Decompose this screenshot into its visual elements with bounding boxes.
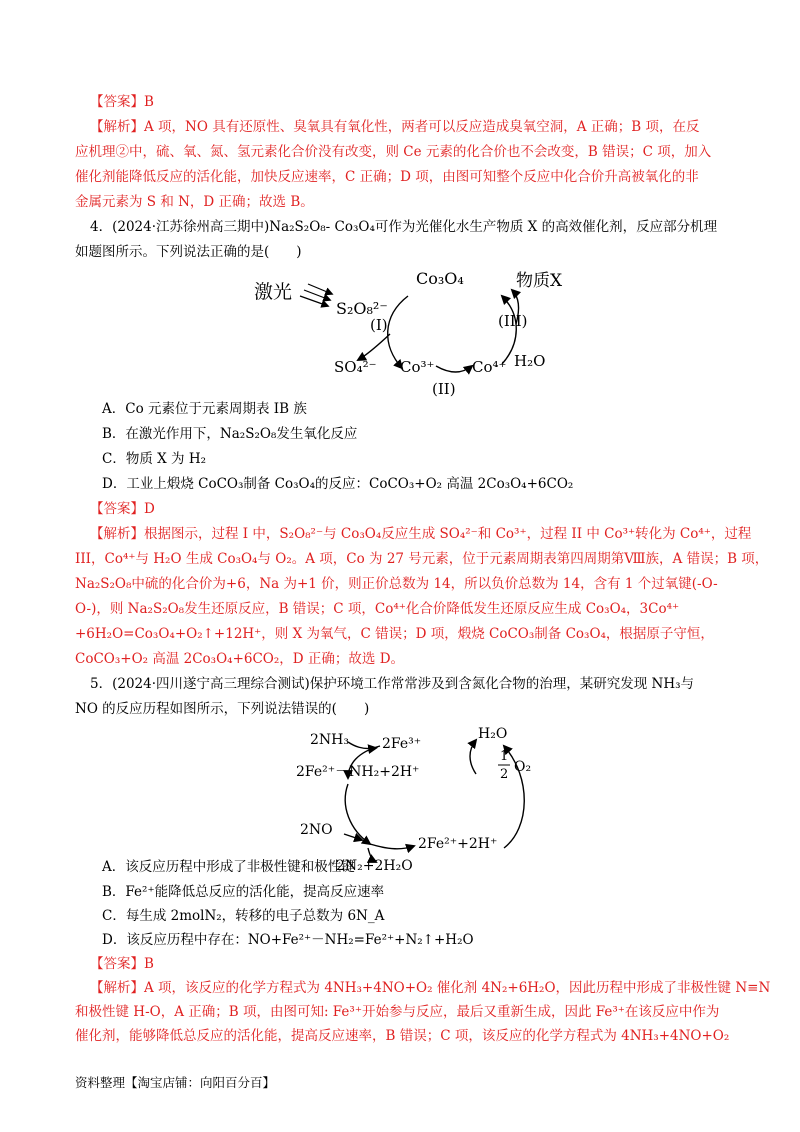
q5-analysis-line: 【解析】A 项，该反应的化学方程式为 4NH₃+4NO+O₂ 催化剂 4N₂+6H₂O，因此历程中形成了非极性键 N≡N (90, 980, 771, 996)
nh3-entry-arrow (348, 742, 376, 749)
co3-to-co4-arrow (436, 366, 472, 372)
q5-option-a: A．该反应历程中形成了非极性键和极性键 (102, 859, 355, 875)
half-numerator: 1 (500, 749, 509, 764)
q5-stem-line: NO 的反应历程如图所示，下列说法错误的( ) (75, 701, 370, 717)
complex-label: 2Fe²⁺－NH₂+2H⁺ (296, 764, 420, 780)
q3-analysis-line: 金属元素为 S 和 N，D 正确；故选 B。 (75, 194, 314, 210)
step-2-label: (II) (432, 380, 456, 398)
q5-answer: 【答案】B (90, 956, 154, 972)
h2o-exit-arrow (470, 740, 476, 774)
q4-analysis-line: Na₂S₂O₈中硫的化合价为+6，Na 为+1 价，则正价总数为 14，所以负价总数为 14，含有 1 个过氧键(-O- (75, 576, 718, 592)
n2h2o-label: 2N₂+2H₂O (336, 858, 413, 872)
cycle-arrow-left-branch (358, 334, 390, 360)
q3-analysis-line: 【解析】A 项，NO 具有还原性、臭氧具有氧化性，两者可以反应造成臭氧空洞，A 正确；B 项，在反 (90, 119, 700, 135)
q4-option-c: C．物质 X 为 H₂ (102, 451, 206, 467)
q5-option-b: B．Fe²⁺能降低总反应的活化能，提高反应速率 (102, 884, 385, 900)
q4-analysis-line: +6H₂O=Co₃O₄+O₂↑+12H⁺，则 X 为氧气，C 错误；D 项，煅烧 CoCO₃制备 Co₃O₄，根据原子守恒， (75, 626, 714, 642)
q5-mechanism-diagram (290, 722, 570, 872)
q4-analysis-line: O-)，则 Na₂S₂O₈发生还原反应，B 错误；C 项，Co⁴⁺化合价降低发生还原反应生成 Co₃O₄，3Co⁴⁺ (75, 601, 680, 617)
q4-option-b: B．在激光作用下，Na₂S₂O₈发生氧化反应 (102, 426, 358, 442)
q4-mechanism-diagram (240, 268, 600, 398)
s2o8-label: S₂O₈²⁻ (336, 299, 388, 318)
fe2h-label: 2Fe²⁺+2H⁺ (418, 836, 498, 852)
q4-option-a: A．Co 元素位于元素周期表 IB 族 (102, 401, 307, 417)
q5-analysis-line: 和极性键 H-O，A 正确；B 项，由图可知: Fe³⁺开始参与反应，最后又重新生成，因此 Fe³⁺在该反应中作为 (75, 1004, 720, 1020)
nh3-label: 2NH₃ (310, 732, 349, 748)
q4-stem-line: 4．(2024·江苏徐州高三期中)Na₂S₂O₈- Co₃O₄可作为光催化水生产物质 X 的高效催化剂，反应部分机理 (90, 219, 718, 235)
fe3-label: 2Fe³⁺ (382, 736, 422, 752)
co3o4-label: Co₃O₄ (416, 269, 464, 288)
q4-stem-line: 如题图所示。下列说法正确的是( ) (75, 244, 302, 260)
q4-answer: 【答案】D (90, 501, 155, 517)
q4-analysis-line: 【解析】根据图示，过程 I 中，S₂O₈²⁻与 Co₃O₄反应生成 SO₄²⁻和 Co³⁺，过程 II 中 Co³⁺转化为 Co⁴⁺，过程 (90, 526, 752, 542)
q4-analysis-line: III，Co⁴⁺与 H₂O 生成 Co₃O₄与 O₂。A 项，Co 为 27 号元素，位于元素周期表第四周期第Ⅷ族，A 错误；B 项， (75, 551, 769, 567)
q3-analysis-line: 催化剂能降低反应的活化能，加快反应速率，C 正确；D 项，由图可知整个反应中化合价升高被氧化的非 (75, 169, 699, 185)
q3-answer: 【答案】B (90, 94, 154, 110)
co3-label: Co³⁺ (400, 358, 435, 376)
product-x-label: 物质X (516, 271, 563, 291)
laser-label: 激光 (254, 281, 293, 303)
laser-rays (300, 284, 332, 306)
o2-label: O₂ (514, 759, 532, 775)
q5-analysis-line: 催化剂，能够降低总反应的活化能，提高反应速率，B 错误；C 项，该反应的化学方程式为 4NH₃+4NO+O₂ (75, 1028, 730, 1044)
h2o-label: H₂O (514, 352, 546, 370)
q4-option-d: D．工业上煅烧 CoCO₃制备 Co₃O₄的反应：CoCO₃+O₂ 高温 2Co₃O₄+6CO₂ (102, 476, 574, 492)
h2o-label: H₂O (478, 726, 508, 742)
q5-option-c: C．每生成 2molN₂，转移的电子总数为 6N_A (102, 908, 385, 924)
step-1-label: (I) (370, 316, 388, 334)
so4-label: SO₄²⁻ (334, 358, 377, 376)
q5-option-d: D．该反应历程中存在：NO+Fe²⁺－NH₂=Fe²⁺+N₂↑+H₂O (102, 932, 474, 948)
q5-stem-line: 5．(2024·四川遂宁高三理综合测试)保护环境工作常常涉及到含氮化合物的治理，某研究发现 NH₃与 (90, 676, 695, 692)
cycle-arrow-bottom (370, 844, 414, 849)
co4-label: Co⁴⁺ (472, 358, 507, 376)
no-label: 2NO (300, 822, 333, 838)
q3-analysis-line: 应机理②中，硫、氧、氮、氢元素化合价没有改变，则 Ce 元素的化合价也不会改变，B 错误；C 项，加入 (75, 144, 712, 160)
step-3-label: (III) (498, 312, 528, 330)
half-denominator: 2 (500, 767, 509, 782)
page-footer: 资料整理【淘宝店铺：向阳百分百】 (75, 1075, 276, 1090)
q4-analysis-line: CoCO₃+O₂ 高温 2Co₃O₄+6CO₂，D 正确；故选 D。 (75, 651, 405, 667)
